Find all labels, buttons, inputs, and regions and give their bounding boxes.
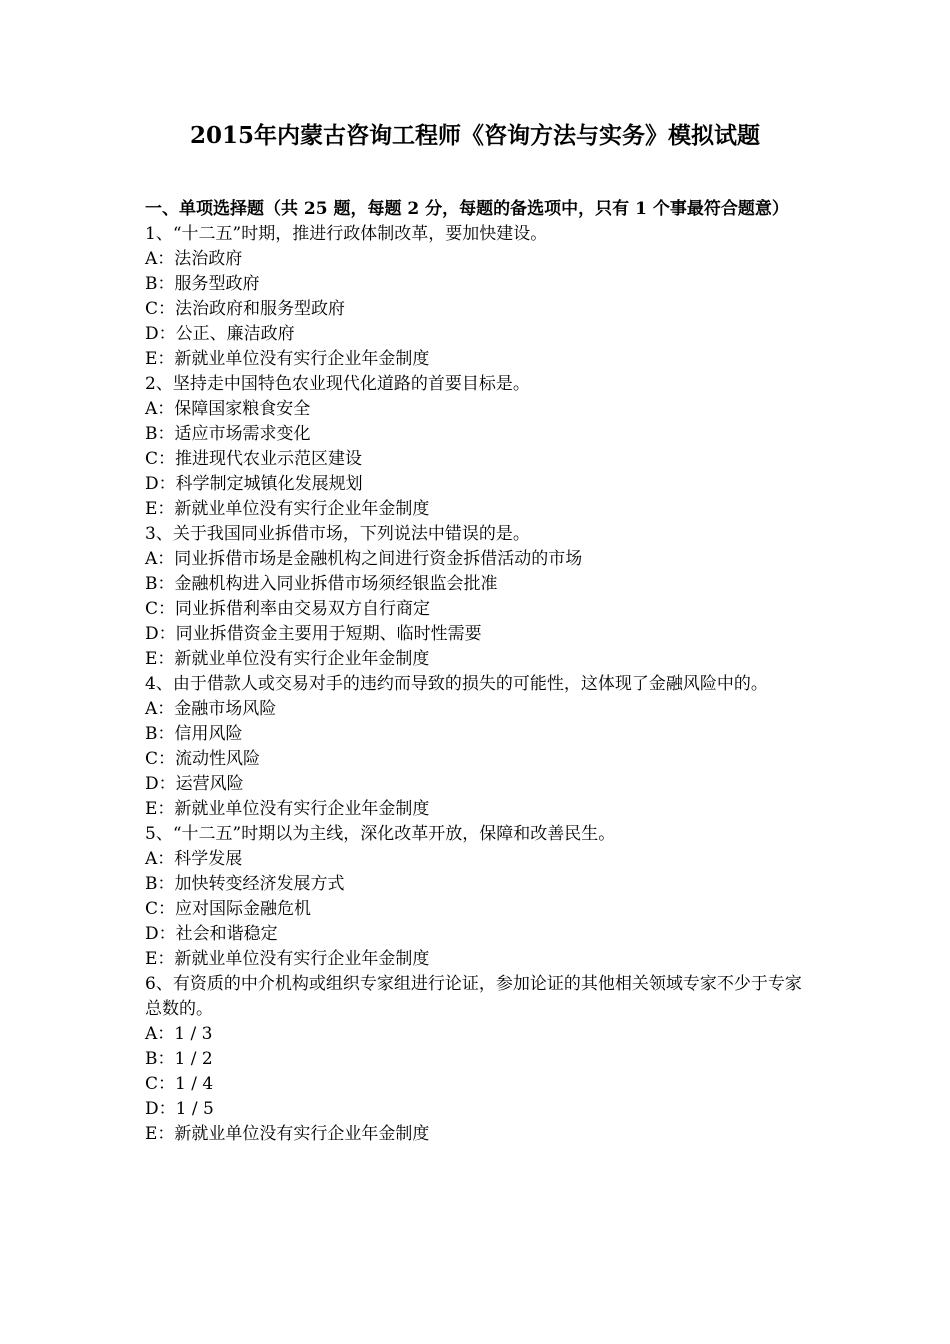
option-e: E：新就业单位没有实行企业年金制度 xyxy=(145,349,430,369)
option-d: D：1 / 5 xyxy=(145,1099,214,1119)
option-c: C：同业拆借利率由交易双方自行商定 xyxy=(145,599,431,619)
option-d: D：社会和谐稳定 xyxy=(145,924,278,944)
question-text: 3、关于我国同业拆借市场，下列说法中错误的是。 xyxy=(145,524,530,544)
section-heading: 一、单项选择题（共 25 题，每题 2 分，每题的备选项中，只有 1 个事最符合题意） xyxy=(145,199,789,219)
question-block xyxy=(145,822,810,972)
document-body xyxy=(145,197,810,1147)
question-text: 6、有资质的中介机构或组织专家组进行论证，参加论证的其他相关领域专家不少于专家总数的。 xyxy=(145,974,802,1019)
question-text: 1、“十二五”时期，推进行政体制改革，要加快建设。 xyxy=(145,224,548,244)
option-a: A：保障国家粮食安全 xyxy=(145,399,311,419)
option-e: E：新就业单位没有实行企业年金制度 xyxy=(145,649,430,669)
document-title: 2015年内蒙古咨询工程师《咨询方法与实务》模拟试题 xyxy=(189,122,760,149)
option-d: D：同业拆借资金主要用于短期、临时性需要 xyxy=(145,624,482,644)
option-b: B：金融机构进入同业拆借市场须经银监会批准 xyxy=(145,574,498,594)
option-a: A：同业拆借市场是金融机构之间进行资金拆借活动的市场 xyxy=(145,549,583,569)
question-block xyxy=(145,972,810,1147)
question-block xyxy=(145,372,810,522)
option-b: B：加快转变经济发展方式 xyxy=(145,874,345,894)
option-c: C：法治政府和服务型政府 xyxy=(145,299,346,319)
option-d: D：科学制定城镇化发展规划 xyxy=(145,474,363,494)
option-e: E：新就业单位没有实行企业年金制度 xyxy=(145,799,430,819)
option-b: B：适应市场需求变化 xyxy=(145,424,311,444)
option-c: C：应对国际金融危机 xyxy=(145,899,312,919)
option-c: C：1 / 4 xyxy=(145,1074,214,1094)
option-c: C：推进现代农业示范区建设 xyxy=(145,449,363,469)
question-text: 5、“十二五”时期以为主线，深化改革开放，保障和改善民生。 xyxy=(145,824,616,844)
option-e: E：新就业单位没有实行企业年金制度 xyxy=(145,499,430,519)
option-a: A：金融市场风险 xyxy=(145,699,277,719)
option-b: B：1 / 2 xyxy=(145,1049,213,1069)
question-block xyxy=(145,522,810,672)
option-a: A：法治政府 xyxy=(145,249,243,269)
option-b: B：信用风险 xyxy=(145,724,243,744)
option-a: A：科学发展 xyxy=(145,849,243,869)
question-text: 4、由于借款人或交易对手的违约而导致的损失的可能性，这体现了金融风险中的。 xyxy=(145,674,768,694)
option-b: B：服务型政府 xyxy=(145,274,260,294)
question-block xyxy=(145,222,810,372)
option-a: A：1 / 3 xyxy=(145,1024,213,1044)
option-e: E：新就业单位没有实行企业年金制度 xyxy=(145,949,430,969)
option-d: D：公正、廉洁政府 xyxy=(145,324,295,344)
option-e: E：新就业单位没有实行企业年金制度 xyxy=(145,1124,430,1144)
question-text: 2、坚持走中国特色农业现代化道路的首要目标是。 xyxy=(145,374,530,394)
question-block xyxy=(145,672,810,822)
option-c: C：流动性风险 xyxy=(145,749,261,769)
option-d: D：运营风险 xyxy=(145,774,244,794)
